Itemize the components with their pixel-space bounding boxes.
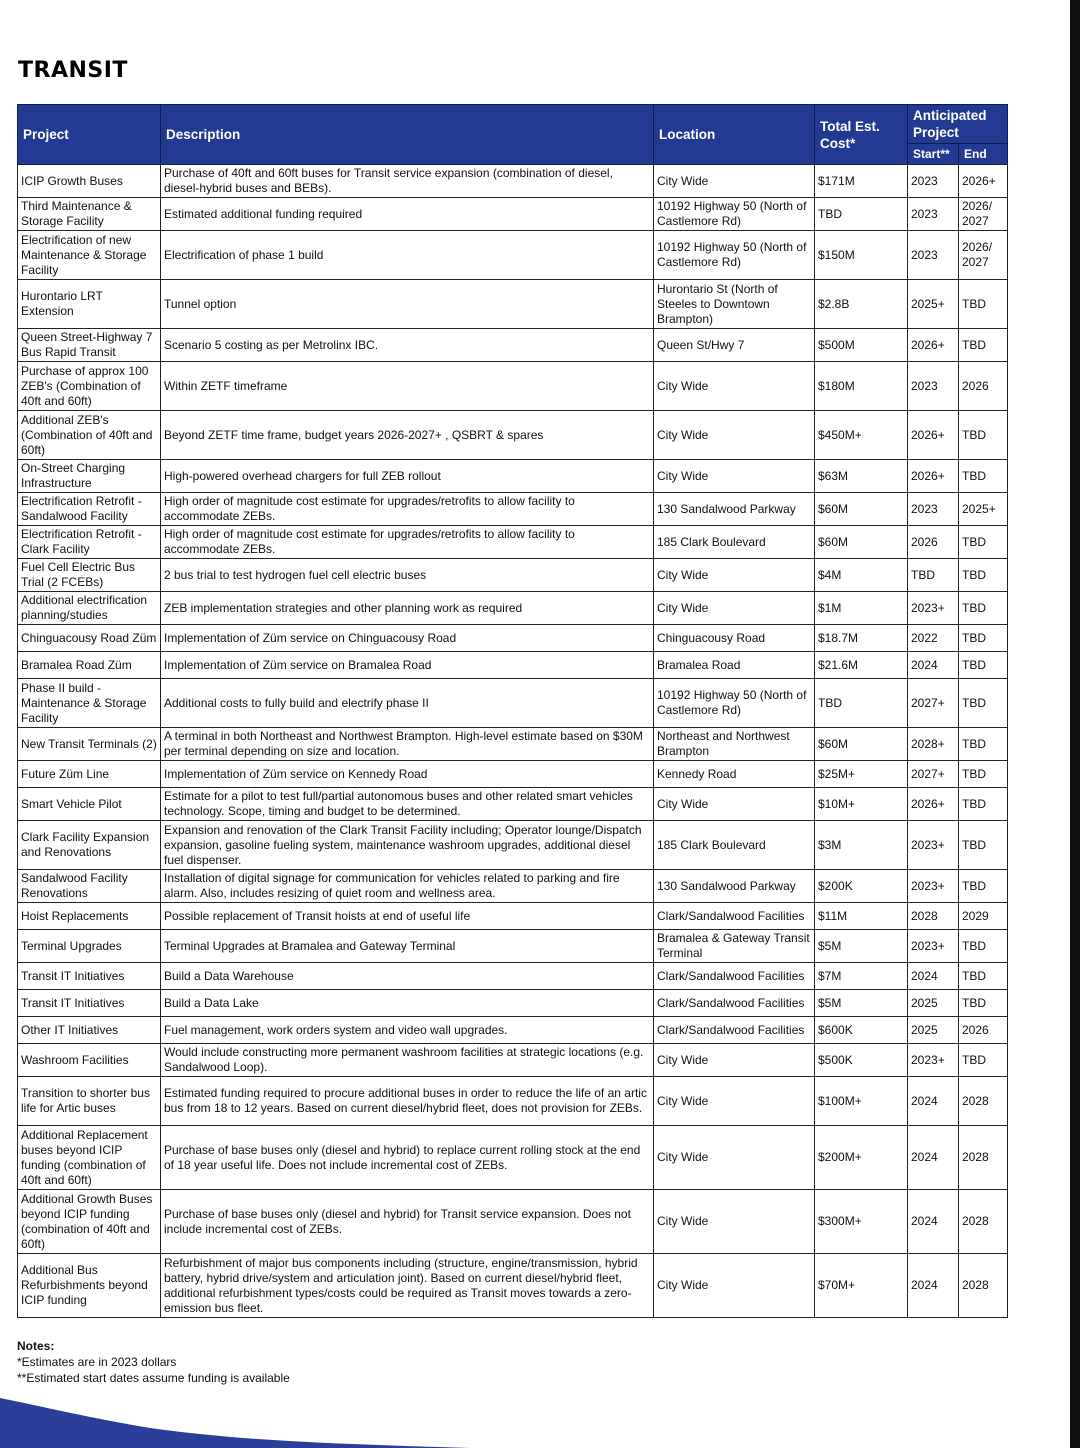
cell-cost: $100M+ [815,1077,908,1126]
cell-description: Purchase of 40ft and 60ft buses for Transit service expansion (combination of diesel, diesel-hybrid buses and BEBs). [161,165,654,198]
cell-end: TBD [959,728,1008,761]
cell-project: Bramalea Road Züm [18,652,161,679]
cell-end: 2026+ [959,165,1008,198]
cell-project: Fuel Cell Electric Bus Trial (2 FCEBs) [18,559,161,592]
table-row [18,280,1008,329]
cell-description: Additional costs to fully build and electrify phase II [161,679,654,728]
cell-start: 2027+ [908,761,959,788]
cell-description: Would include constructing more permanent washroom facilities at strategic locations (e.g. Sandalwood Loop). [161,1044,654,1077]
cell-start: 2026+ [908,329,959,362]
cell-location: City Wide [654,362,815,411]
cell-cost: $4M [815,559,908,592]
cell-start: 2023 [908,165,959,198]
cell-project: Washroom Facilities [18,1044,161,1077]
cell-end: TBD [959,870,1008,903]
cell-description: Fuel management, work orders system and video wall upgrades. [161,1017,654,1044]
cell-description: 2 bus trial to test hydrogen fuel cell electric buses [161,559,654,592]
cell-cost: $200M+ [815,1126,908,1190]
cell-project: New Transit Terminals (2) [18,728,161,761]
table-row [18,493,1008,526]
table-row [18,1126,1008,1190]
cell-description: Tunnel option [161,280,654,329]
table-row [18,679,1008,728]
cell-location: City Wide [654,1126,815,1190]
cell-cost: $5M [815,990,908,1017]
cell-start: 2024 [908,1077,959,1126]
cell-end: TBD [959,559,1008,592]
cell-start: TBD [908,559,959,592]
cell-description: Purchase of base buses only (diesel and hybrid) to replace current rolling stock at the end of 18 year useful life. Does not include incremental cost of ZEBs. [161,1126,654,1190]
cell-end: 2026 [959,362,1008,411]
cell-end: TBD [959,1044,1008,1077]
cell-location: Bramalea Road [654,652,815,679]
cell-cost: $500K [815,1044,908,1077]
cell-cost: $2.8B [815,280,908,329]
cell-project: Additional Growth Buses beyond ICIP funding (combination of 40ft and 60ft) [18,1190,161,1254]
table-row [18,1044,1008,1077]
cell-location: 185 Clark Boulevard [654,821,815,870]
table-row [18,362,1008,411]
cell-end: 2028 [959,1077,1008,1126]
table-row [18,728,1008,761]
cell-project: Hurontario LRT Extension [18,280,161,329]
cell-end: TBD [959,526,1008,559]
cell-end: TBD [959,652,1008,679]
cell-location: City Wide [654,1044,815,1077]
cell-project: Transit IT Initiatives [18,963,161,990]
cell-description: A terminal in both Northeast and Northwest Brampton. High-level estimate based on $30M per terminal depending on size and location. [161,728,654,761]
table-row [18,625,1008,652]
header-description: Description [161,105,654,165]
cell-project: ICIP Growth Buses [18,165,161,198]
cell-project: Additional electrification planning/studies [18,592,161,625]
cell-start: 2024 [908,652,959,679]
cell-cost: $70M+ [815,1254,908,1318]
cell-end: TBD [959,625,1008,652]
cell-cost: TBD [815,679,908,728]
cell-start: 2026+ [908,788,959,821]
cell-cost: $171M [815,165,908,198]
table-body [18,165,1008,1318]
cell-cost: $150M [815,231,908,280]
cell-location: Clark/Sandalwood Facilities [654,963,815,990]
cell-location: Northeast and Northwest Brampton [654,728,815,761]
cell-location: City Wide [654,1190,815,1254]
cell-location: 130 Sandalwood Parkway [654,870,815,903]
cell-end: TBD [959,821,1008,870]
header-total-cost: Total Est. Cost* [815,105,908,165]
table-row [18,821,1008,870]
table-row [18,652,1008,679]
cell-cost: $200K [815,870,908,903]
cell-end: TBD [959,679,1008,728]
cell-cost: $10M+ [815,788,908,821]
cell-location: Chinguacousy Road [654,625,815,652]
cell-cost: $63M [815,460,908,493]
cell-location: Bramalea & Gateway Transit Terminal [654,930,815,963]
cell-cost: $7M [815,963,908,990]
header-start: Start** [908,144,959,165]
cell-description: Electrification of phase 1 build [161,231,654,280]
table-row [18,559,1008,592]
cell-start: 2024 [908,1126,959,1190]
header-anticipated-project: Anticipated Project [908,105,1008,144]
cell-description: Estimate for a pilot to test full/partial autonomous buses and other related smart vehicles technology. Scope, timing and budget to be determined. [161,788,654,821]
header-project: Project [18,105,161,165]
cell-project: Electrification of new Maintenance & Storage Facility [18,231,161,280]
cell-start: 2026+ [908,460,959,493]
cell-cost: $600K [815,1017,908,1044]
cell-project: Hoist Replacements [18,903,161,930]
cell-start: 2023+ [908,1044,959,1077]
cell-description: Implementation of Züm service on Bramalea Road [161,652,654,679]
transit-projects-table [17,104,1008,1318]
cell-end: 2028 [959,1254,1008,1318]
table-row [18,870,1008,903]
cell-start: 2028+ [908,728,959,761]
cell-project: Purchase of approx 100 ZEB's (Combination of 40ft and 60ft) [18,362,161,411]
cell-project: Chinguacousy Road Züm [18,625,161,652]
table-row [18,592,1008,625]
cell-cost: $21.6M [815,652,908,679]
cell-description: Purchase of base buses only (diesel and hybrid) for Transit service expansion. Does not include incremental cost of ZEBs. [161,1190,654,1254]
cell-start: 2025 [908,990,959,1017]
cell-end: TBD [959,788,1008,821]
cell-start: 2027+ [908,679,959,728]
cell-description: High-powered overhead chargers for full ZEB rollout [161,460,654,493]
cell-project: Transit IT Initiatives [18,990,161,1017]
table-row [18,1017,1008,1044]
cell-description: Build a Data Lake [161,990,654,1017]
cell-description: Expansion and renovation of the Clark Transit Facility including; Operator lounge/Dispatch expansion, gasoline fueling system, maintenance washroom upgrades, additional diesel fuel dispenser. [161,821,654,870]
page-edge-strip [1070,0,1080,1448]
table-row [18,526,1008,559]
cell-description: Implementation of Züm service on Kennedy Road [161,761,654,788]
cell-project: Additional Bus Refurbishments beyond ICIP funding [18,1254,161,1318]
table-row [18,990,1008,1017]
table-row [18,1077,1008,1126]
cell-description: High order of magnitude cost estimate for upgrades/retrofits to allow facility to accommodate ZEBs. [161,493,654,526]
cell-end: 2026/ 2027 [959,198,1008,231]
cell-start: 2024 [908,1254,959,1318]
table-row [18,761,1008,788]
header-location: Location [654,105,815,165]
cell-project: Other IT Initiatives [18,1017,161,1044]
table-row [18,788,1008,821]
cell-cost: $11M [815,903,908,930]
cell-description: Build a Data Warehouse [161,963,654,990]
cell-end: TBD [959,329,1008,362]
cell-location: Clark/Sandalwood Facilities [654,903,815,930]
cell-start: 2024 [908,1190,959,1254]
cell-location: City Wide [654,559,815,592]
cell-end: TBD [959,460,1008,493]
cell-start: 2024 [908,963,959,990]
table-row [18,329,1008,362]
cell-cost: $450M+ [815,411,908,460]
cell-description: Possible replacement of Transit hoists at end of useful life [161,903,654,930]
cell-description: Estimated additional funding required [161,198,654,231]
cell-start: 2023 [908,362,959,411]
header-end: End [959,144,1008,165]
cell-start: 2026+ [908,411,959,460]
cell-end: TBD [959,411,1008,460]
cell-project: Sandalwood Facility Renovations [18,870,161,903]
cell-location: City Wide [654,411,815,460]
cell-end: 2029 [959,903,1008,930]
table-row [18,198,1008,231]
cell-location: 10192 Highway 50 (North of Castlemore Rd) [654,198,815,231]
cell-end: 2025+ [959,493,1008,526]
cell-end: TBD [959,963,1008,990]
cell-location: Queen St/Hwy 7 [654,329,815,362]
cell-end: TBD [959,930,1008,963]
cell-location: City Wide [654,592,815,625]
cell-cost: $180M [815,362,908,411]
cell-cost: $3M [815,821,908,870]
table-row [18,1190,1008,1254]
note-line: *Estimates are in 2023 dollars [17,1355,177,1369]
cell-end: TBD [959,761,1008,788]
cell-description: Implementation of Züm service on Chinguacousy Road [161,625,654,652]
cell-description: Within ZETF timeframe [161,362,654,411]
cell-project: Terminal Upgrades [18,930,161,963]
cell-description: Refurbishment of major bus components including (structure, engine/transmission, hybrid battery, hybrid drive/system and articulation joint). Based on current diesel/hybrid fleet, additional refurbishment types/costs could be required as Transit moves towards a zero-emission bus fleet. [161,1254,654,1318]
cell-project: Queen Street-Highway 7 Bus Rapid Transit [18,329,161,362]
cell-start: 2022 [908,625,959,652]
cell-location: City Wide [654,165,815,198]
cell-start: 2023 [908,231,959,280]
table-row [18,903,1008,930]
table-row [18,460,1008,493]
cell-location: 130 Sandalwood Parkway [654,493,815,526]
cell-description: Beyond ZETF time frame, budget years 2026-2027+ , QSBRT & spares [161,411,654,460]
cell-location: City Wide [654,1077,815,1126]
cell-start: 2023+ [908,592,959,625]
cell-start: 2025 [908,1017,959,1044]
cell-location: 10192 Highway 50 (North of Castlemore Rd) [654,679,815,728]
cell-project: Clark Facility Expansion and Renovations [18,821,161,870]
cell-start: 2026 [908,526,959,559]
cell-location: 185 Clark Boulevard [654,526,815,559]
cell-location: 10192 Highway 50 (North of Castlemore Rd) [654,231,815,280]
cell-start: 2023 [908,198,959,231]
cell-start: 2023+ [908,930,959,963]
cell-cost: $1M [815,592,908,625]
cell-start: 2023+ [908,821,959,870]
cell-end: 2028 [959,1190,1008,1254]
cell-description: High order of magnitude cost estimate for upgrades/retrofits to allow facility to accommodate ZEBs. [161,526,654,559]
cell-project: Smart Vehicle Pilot [18,788,161,821]
cell-cost: $60M [815,493,908,526]
decorative-wave [0,1398,520,1448]
cell-cost: $18.7M [815,625,908,652]
cell-cost: $300M+ [815,1190,908,1254]
cell-description: Installation of digital signage for communication for vehicles related to parking and fire alarm. Also, includes resizing of quiet room and wellness area. [161,870,654,903]
cell-cost: TBD [815,198,908,231]
cell-description: Estimated funding required to procure additional buses in order to reduce the life of an artic bus from 18 to 12 years. Based on current diesel/hybrid fleet, does not provision for ZEBs. [161,1077,654,1126]
cell-location: Hurontario St (North of Steeles to Downtown Brampton) [654,280,815,329]
table-row [18,411,1008,460]
cell-end: TBD [959,592,1008,625]
cell-location: Clark/Sandalwood Facilities [654,990,815,1017]
cell-cost: $60M [815,728,908,761]
cell-project: Transition to shorter bus life for Artic buses [18,1077,161,1126]
cell-project: Electrification Retrofit - Clark Facility [18,526,161,559]
cell-cost: $25M+ [815,761,908,788]
note-line: **Estimated start dates assume funding is available [17,1371,290,1385]
cell-project: Electrification Retrofit - Sandalwood Facility [18,493,161,526]
table-row [18,165,1008,198]
cell-project: Phase II build - Maintenance & Storage Facility [18,679,161,728]
cell-end: TBD [959,990,1008,1017]
cell-location: City Wide [654,788,815,821]
cell-cost: $5M [815,930,908,963]
cell-location: City Wide [654,460,815,493]
table-row [18,963,1008,990]
cell-location: Clark/Sandalwood Facilities [654,1017,815,1044]
cell-location: Kennedy Road [654,761,815,788]
table-row [18,231,1008,280]
section-heading: TRANSIT [18,58,128,83]
cell-project: On-Street Charging Infrastructure [18,460,161,493]
cell-description: Scenario 5 costing as per Metrolinx IBC. [161,329,654,362]
table-row [18,930,1008,963]
notes [17,1338,290,1386]
cell-end: TBD [959,280,1008,329]
cell-cost: $60M [815,526,908,559]
cell-start: 2025+ [908,280,959,329]
cell-description: ZEB implementation strategies and other planning work as required [161,592,654,625]
notes-title: Notes: [17,1339,55,1353]
cell-project: Additional ZEB's (Combination of 40ft and 60ft) [18,411,161,460]
cell-project: Third Maintenance & Storage Facility [18,198,161,231]
cell-end: 2026/ 2027 [959,231,1008,280]
table-row [18,1254,1008,1318]
cell-end: 2028 [959,1126,1008,1190]
cell-cost: $500M [815,329,908,362]
cell-start: 2023+ [908,870,959,903]
cell-start: 2023 [908,493,959,526]
cell-project: Additional Replacement buses beyond ICIP funding (combination of 40ft and 60ft) [18,1126,161,1190]
cell-start: 2028 [908,903,959,930]
cell-description: Terminal Upgrades at Bramalea and Gateway Terminal [161,930,654,963]
cell-location: City Wide [654,1254,815,1318]
cell-project: Future Züm Line [18,761,161,788]
cell-end: 2026 [959,1017,1008,1044]
